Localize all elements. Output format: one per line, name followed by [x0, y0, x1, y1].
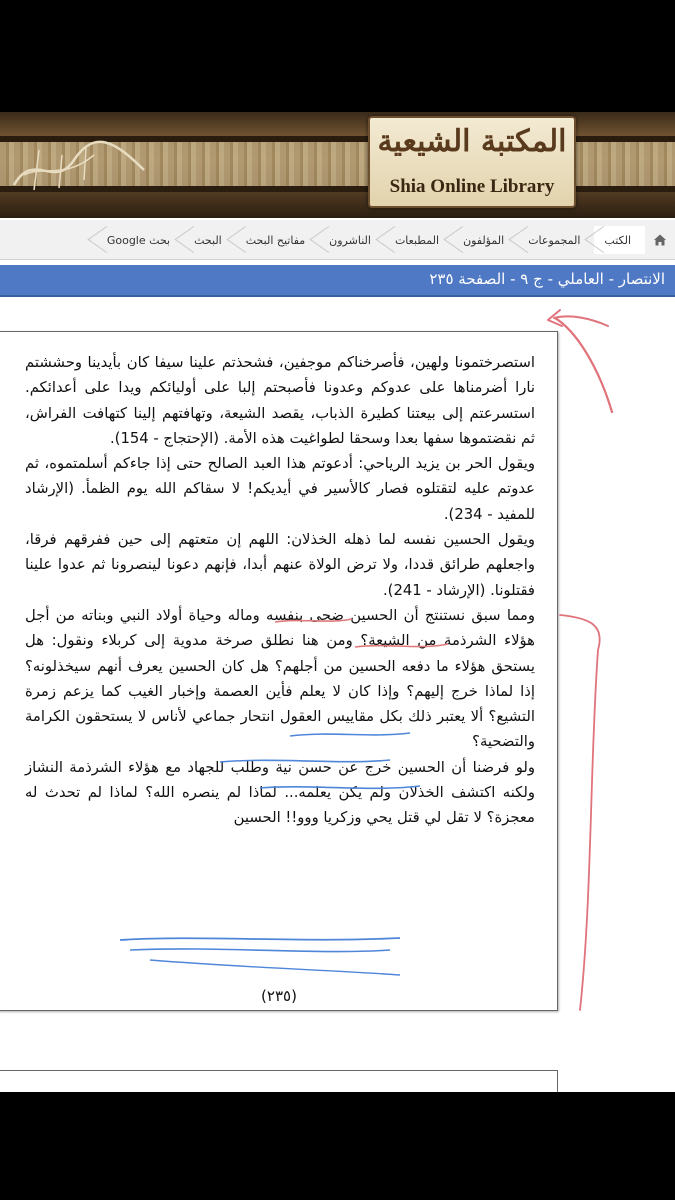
browser-viewport	[0, 112, 675, 1092]
calligraphy-ornament	[4, 130, 154, 200]
nav-tab-search-keys[interactable]: مفاتيح البحث	[236, 226, 319, 254]
logo-arabic-text: المكتبة الشيعية	[377, 124, 567, 159]
home-icon	[653, 233, 667, 247]
paragraph: ولو فرضنا أن الحسين خرج عن حسن نية وطلب للجهاد مع هؤلاء الشرذمة النشاز ولكنه اكتشف الخذلان ولم يكن يعلمه... لماذا لم ينصره الله؟ لماذا لم تحدث له معجزة؟ لا تقل لي قتل يحي وزكريا ووو!! الحسين	[25, 758, 535, 827]
book-title-bar	[0, 265, 675, 297]
logo-english-text: Shia Online Library	[389, 176, 555, 197]
paragraph: ومما سبق نستنتج أن الحسين ضحى بنفسه وماله وحياة أولاد النبي وبناته من أجل هؤلاء الشرذمة من الشيعة؟ ومن هنا نطلق صرخة مدوية إلى كربلاء ونقول: هل يستحق هؤلاء ما دفعه الحسين من أجلهم؟ هل كان الحسين يعرف أنهم سيخذلونه؟ إذا لماذا خرج إليهم؟ وإذا كان لا يعلم فأين العصمة وإخبار الغيب كما يزعم زمرة التشيع؟ ألا يعتبر ذلك بكل مقاييس العقول انتحار جماعي لأناس لا يستحقون الكرامة والتضحية؟	[25, 606, 535, 751]
bottom-black-bar	[0, 1092, 675, 1200]
nav-tab-books[interactable]: الكتب	[594, 226, 645, 254]
page-number: (٢٣٥)	[261, 987, 297, 1005]
paragraph: ويقول الحر بن يزيد الرياحي: أدعوتم هذا العبد الصالح حتى إذا جاءكم أسلمتموه، ثم عدوتم عليه لتقتلوه فصار كالأسير في أيديكم! لا سقاكم الله يوم الظمأ. (الإرشاد للمفيد - 234).	[25, 455, 535, 523]
page-text	[25, 350, 535, 831]
book-title: الانتصار - العاملي - ج ٩ - الصفحة ٢٣٥	[429, 270, 665, 288]
breadcrumb-nav	[0, 220, 675, 260]
nav-tab-search[interactable]: البحث	[184, 226, 236, 254]
library-banner	[0, 112, 675, 218]
nav-tab-authors[interactable]: المؤلفون	[453, 226, 518, 254]
book-page	[0, 331, 558, 1011]
next-book-page	[0, 1070, 558, 1092]
nav-tab-printers[interactable]: المطبعات	[385, 226, 453, 254]
home-button[interactable]	[645, 226, 675, 254]
nav-tab-google-search[interactable]: بحث Google	[97, 226, 184, 254]
library-logo[interactable]	[368, 116, 576, 208]
paragraph: ويقول الحسين نفسه لما ذهله الخذلان: اللهم إن متعتهم إلى حين ففرقهم فرقا، واجعلهم طرائق قددا، ولا ترض الولاة عنهم أبدا، فإنهم دعونا لينصرونا ثم عدوا علينا فقتلونا. (الإرشاد - 241).	[25, 531, 535, 599]
nav-tab-collections[interactable]: المجموعات	[518, 226, 594, 254]
paragraph: استصرختمونا ولهين، فأصرخناكم موجفين، فشحذتم علينا سيفا كان بأيدينا وحششتم نارا أضرمناها على عدوكم وعدونا فأصبحتم إلبا على أوليائكم ويدا على أعدائكم. استسرعتم إلى بيعتنا كطيرة الذباب، يقصد الشيعة، وتهافتهم إلينا كتهافت الفراش، ثم نقضتموها سفها بعدا وسحقا لطواغيت هذه الأمة. (الإحتجاج - 154).	[25, 354, 535, 447]
top-black-bar	[0, 0, 675, 112]
nav-tab-publishers[interactable]: الناشرون	[319, 226, 385, 254]
